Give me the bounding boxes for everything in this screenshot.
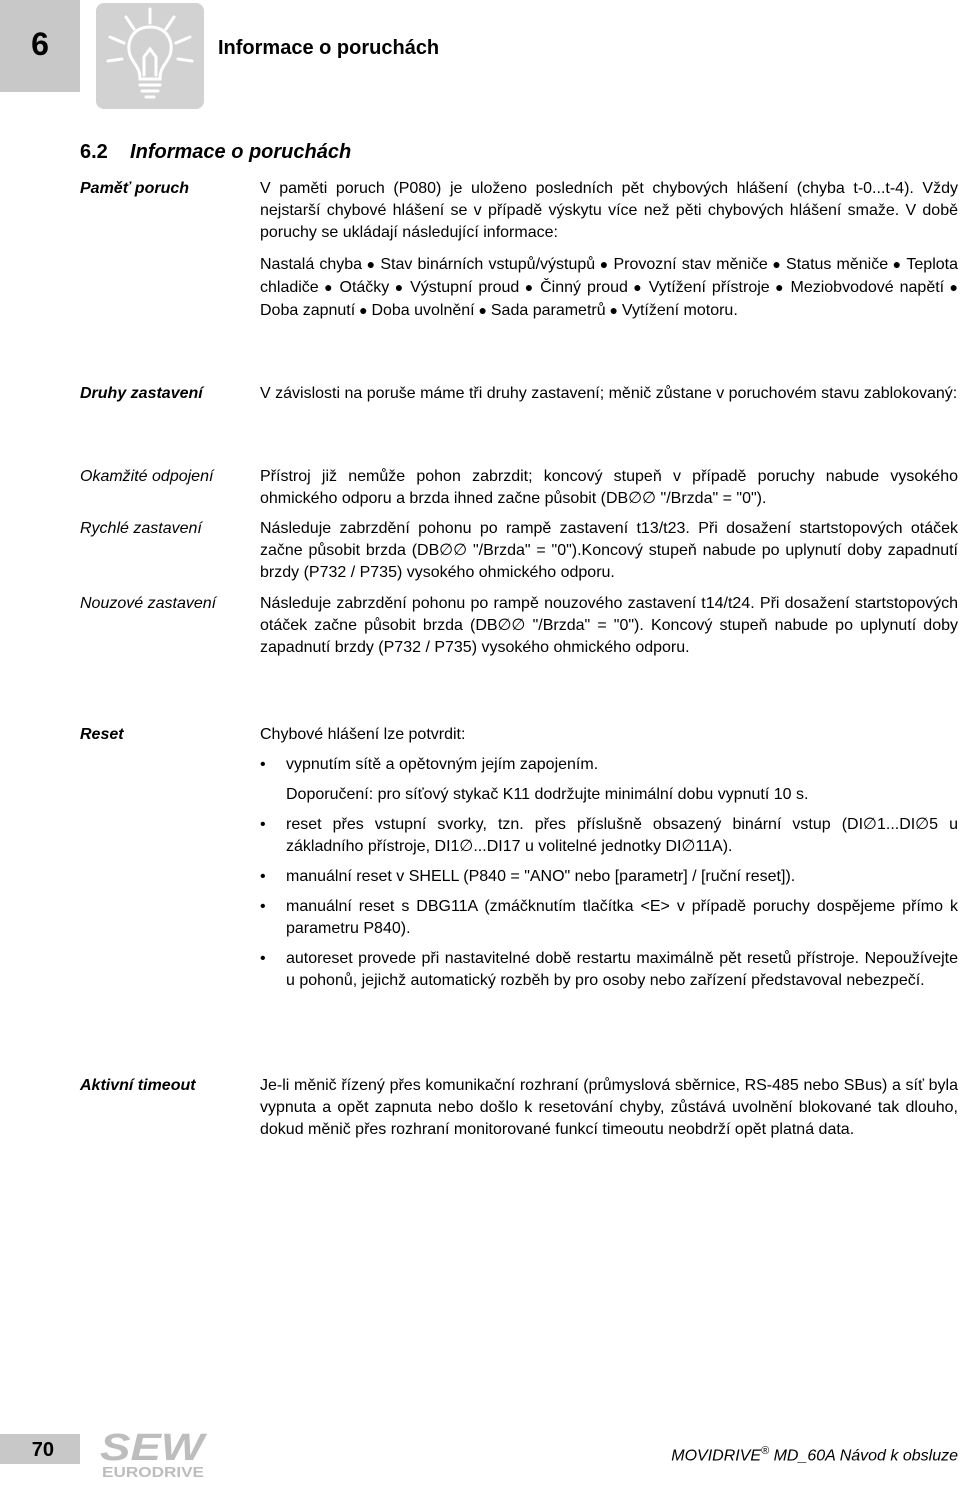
fault-memory-item: Stav binárních vstupů/výstupů	[380, 256, 596, 273]
fault-memory-item: Teplota chladiče	[260, 256, 958, 296]
fault-memory-item: Výstupní proud	[410, 279, 520, 296]
bullet-separator-icon: ●	[767, 256, 787, 272]
bullet-separator-icon: ●	[944, 279, 958, 295]
reset-item-text: manuální reset v SHELL (P840 = "ANO" nebo [parametr] / [ruční reset]).	[286, 868, 796, 885]
bullet-separator-icon: ●	[362, 256, 381, 272]
section-title	[80, 140, 351, 164]
reset-list-item	[260, 754, 958, 806]
bullet-separator-icon: ●	[318, 279, 340, 295]
sew-eurodrive-logo	[100, 1428, 208, 1487]
bullet-separator-icon: ●	[605, 302, 622, 318]
bullet-icon: •	[260, 950, 266, 967]
reset-intro: Chybové hlášení lze potvrdit:	[260, 726, 466, 743]
bullet-separator-icon: ●	[769, 279, 791, 295]
fault-memory-item: Status měniče	[786, 256, 889, 273]
light-bulb-icon	[96, 3, 204, 109]
immediate-disconnect-text: Přístroj již nemůže pohon zabrzdit; koncový stupeň v případě poruchy nabude vysokého ohmického odporu a brzda ihned začne působit (DB∅∅ "/Brzda" = "0").	[260, 468, 958, 507]
reset-list-item	[260, 866, 958, 888]
bullet-separator-icon: ●	[355, 302, 372, 318]
reset-item-note: Doporučení: pro síťový stykač K11 dodržujte minimální dobu vypnutí 10 s.	[286, 786, 809, 803]
fault-memory-intro: V paměti poruch (P080) je uloženo posledních pět chybových hlášení (chyba t-0...t-4). Vždy nejstarší chybové hlášení se v případě výskytu více než pěti chybových hlášení smaže. V době poruchy se ukládají následující informace:	[260, 180, 958, 241]
fault-memory-item: Vytížení motoru.	[621, 302, 738, 319]
page-number: 70	[31, 1439, 54, 1461]
bullet-separator-icon: ●	[389, 279, 411, 295]
bullet-separator-icon: ●	[595, 256, 614, 272]
bullet-separator-icon: ●	[627, 279, 649, 295]
reset-list-item	[260, 896, 958, 940]
reset-item-text: reset přes vstupní svorky, tzn. přes příslušně obsazený binární vstup (DI∅1...DI∅5 u základního přístroje, DI1∅...DI17 u volitelné jednotky DI∅11A).	[286, 816, 958, 855]
page-number-tab	[0, 1434, 80, 1464]
fault-memory-item: Vytížení přístroje	[648, 279, 770, 296]
label-rapid-stop: Rychlé zastavení	[80, 520, 202, 537]
fault-memory-item: Činný proud	[540, 279, 628, 296]
label-immediate-disconnect: Okamžité odpojení	[80, 468, 214, 485]
reset-item-text: autoreset provede při nastavitelné době restartu maximálně pět resetů přístroje. Nepoužívejte u pohonů, jejichž automatický rozběh by pro osoby nebo zařízení představoval nebezpečí.	[286, 950, 958, 989]
reset-list-item	[260, 948, 958, 992]
fault-memory-item: Provozní stav měniče	[613, 256, 768, 273]
fault-memory-item: Doba zapnutí	[260, 302, 356, 319]
stop-types-text: V závislosti na poruše máme tři druhy zastavení; měnič zůstane v poruchovém stavu zablokovaný:	[260, 385, 958, 402]
section-title-text: Informace o poruchách	[130, 141, 352, 163]
doc-brand: MOVIDRIVE	[671, 1447, 762, 1465]
document-title	[671, 1440, 958, 1467]
bullet-separator-icon: ●	[474, 302, 491, 318]
doc-rest: MD_60A Návod k obsluze	[769, 1447, 958, 1465]
active-timeout-text: Je-li měnič řízený přes komunikační rozhraní (průmyslová sběrnice, RS-485 nebo SBus) a síť byla vypnuta a opět zapnuta nebo došlo k resetování chyby, zůstává uvolnění blokované tak dlouho, dokud měnič přes rozhraní monitorované funkcí timeoutu neobdrží opět platná data.	[260, 1077, 958, 1138]
fault-memory-item: Meziobvodové napětí	[790, 279, 945, 296]
label-active-timeout: Aktivní timeout	[80, 1077, 196, 1094]
chapter-tab	[0, 0, 80, 92]
rapid-stop-text: Následuje zabrzdění pohonu po rampě zastavení t13/t23. Při dosažení startstopových otáček začne působit brzda (DB∅∅ "/Brzda" = "0").Koncový stupeň nabude po uplynutí doby zapadnutí brzdy (P732 / P735) vysokého ohmického odporu.	[260, 520, 958, 581]
label-stop-types: Druhy zastavení	[80, 385, 203, 402]
page-header-title: Informace o poruchách	[218, 37, 440, 59]
emergency-stop-text: Následuje zabrzdění pohonu po rampě nouzového zastavení t14/t24. Při dosažení startstopových otáček začne působit brzda (DB∅∅ "/Brzda" = "0"). Koncový stupeň nabude po uplynutí doby zapadnutí brzdy (P732 / P735) vysokého ohmického odporu.	[260, 595, 958, 656]
reset-list	[260, 754, 958, 992]
fault-memory-item: Nastalá chyba	[260, 256, 363, 273]
doc-registered-mark: ®	[761, 1445, 770, 1457]
bullet-separator-icon: ●	[888, 256, 907, 272]
reset-item-text: manuální reset s DBG11A (zmáčknutím tlačítka <E> v případě poruchy dospějeme přímo k parametru P840).	[286, 898, 958, 937]
bullet-separator-icon: ●	[519, 279, 541, 295]
logo-bottom-text: EURODRIVE	[102, 1464, 204, 1480]
reset-text	[260, 724, 958, 1000]
fault-memory-item: Otáčky	[339, 279, 390, 296]
section-number: 6.2	[80, 141, 108, 163]
logo-top-text: SEW	[100, 1428, 208, 1469]
label-reset: Reset	[80, 726, 124, 743]
fault-memory-text	[260, 178, 958, 322]
label-fault-memory: Paměť poruch	[80, 180, 190, 197]
fault-memory-items	[260, 253, 958, 322]
fault-memory-item: Doba uvolnění	[371, 302, 475, 319]
bullet-icon: •	[260, 898, 266, 915]
chapter-number: 6	[31, 26, 49, 62]
reset-item-text: vypnutím sítě a opětovným jejím zapojením.	[286, 756, 599, 773]
bullet-icon: •	[260, 816, 266, 833]
fault-memory-item: Sada parametrů	[490, 302, 606, 319]
bullet-icon: •	[260, 868, 266, 885]
label-emergency-stop: Nouzové zastavení	[80, 595, 217, 612]
reset-list-item	[260, 814, 958, 858]
bullet-icon: •	[260, 756, 266, 773]
